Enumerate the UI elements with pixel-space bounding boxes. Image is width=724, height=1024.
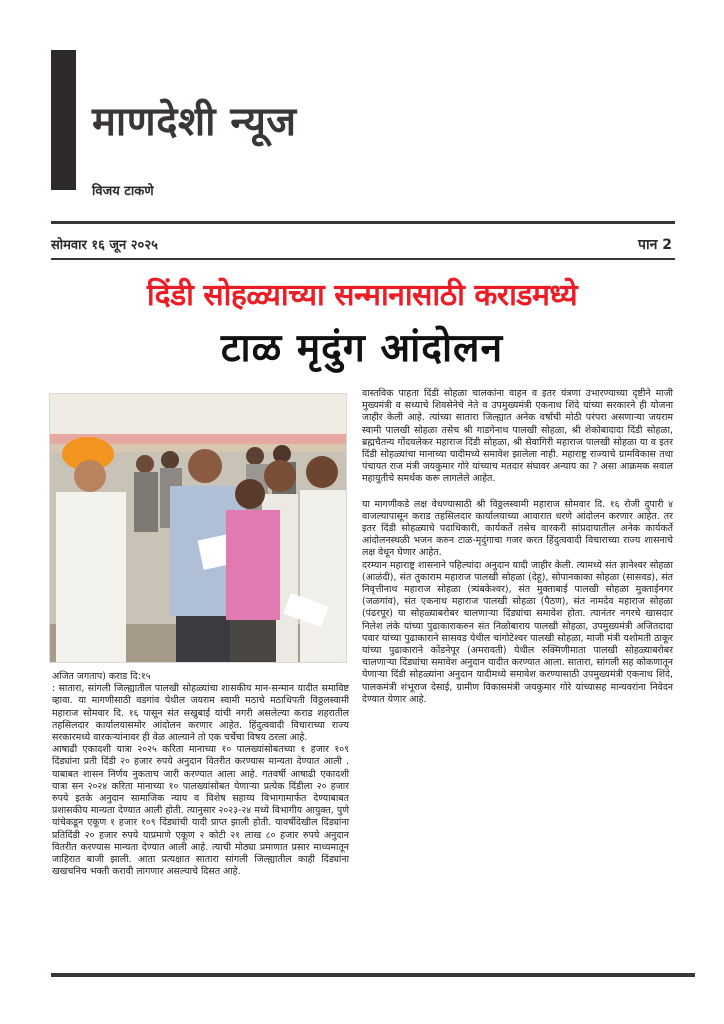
top-divider (51, 221, 675, 224)
article-paragraph: आषाढी एकादशी यात्रा २०२५ करिता मानाच्या १० पालख्यांसोबतच्या १ हजार १०९ दिंड्यांना प्रती दिंडी २० हजार रुपये अनुदान वितरीत करण्यास मान्यता देण्यात आली . याबाबत शासन निर्णय नुकताच जारी करण्यात आला आहे. गतवर्षी आषाढी एकादशी यात्रा सन २०२४ करिता मानाच्या १० पालख्यांसोबत येणाऱ्या प्रत्येक दिंडीला २० हजार रुपये इतके अनुदान सामाजिक न्याय व विशेष सहाय्य विभागामार्फत देण्याबाबत प्रशासकीय मान्यता देण्यात आली होती. त्यानुसार २०२३-२४ मध्ये विभागीय आयुक्त, पुणे यांचेकडून एकूण १ हजार १०९ दिंड्यांची यादी प्राप्त झाली होती. यावर्षीदेखील दिंड्यांना प्रतिदिंडी २० हजार रुपये याप्रमाणे एकूण २ कोटी २१ लाख ८० हजार रुपये अनुदान वितरीत करण्यास मान्यता देण्यात आली आहे. त्याची मोठ्या प्रमाणात प्रसार माध्यमातून जाहिरात बाजी झाली. आता प्रत्यक्षात सातारा सांगली जिल्ह्यातील काही दिंड्यांना खखचनिच भक्ती करावी लागणार असल्याचे दिसत आहे. (52, 744, 349, 878)
header-divider (51, 258, 675, 260)
paragraph-spacer (362, 486, 673, 499)
article-paragraph: या मागणीकडे लक्ष वेधण्यासाठी श्री विठ्ठलस्वामी महाराज सोमवार दि. १६ रोजी दुपारी ४ वाजल्यापासून कराड तहसिलदार कार्यालयाच्या आवारात धरणे आंदोलन करणार आहेत. तर इतर दिंडी सोहळ्याचे पदाधिकारी, कार्यकर्ते तसेच वारकरी सांप्रदायातील अनेक कार्यकर्ते आंदोलनस्थळी भजन करुन टाळ-मृदुंगाचा गजर करत हिंदुत्ववादी विचाराच्या राज्य शासनाचे लक्ष वेधून घेणार आहेत. (362, 498, 673, 559)
author-name: विजय टाकणे (92, 184, 154, 199)
masthead-title: माणदेशी न्यूज (92, 99, 297, 145)
headline-secondary: टाळ मृदुंग आंदोलन (220, 326, 504, 371)
article-paragraph: वास्तविक पाहता दिंडी सोहळा चालकांना वाहन व इतर यंत्रणा उभारण्याच्या दृष्टीने माजी मुख्यमंत्री व सध्याचे शिवसेनेचे नेते व उपमुख्यमंत्री एकनाथ शिंदे यांच्या सरकारने ही योजना जाहीर केली आहे. त्यांच्या सातारा जिल्ह्यात अनेक वर्षांची मोठी परंपरा असणाऱ्या जयराम स्वामी पालखी सोहळा तसेच श्री गाडगेनाथ पालखी सोहळा, श्री शेकोबादादा दिंडी सोहळा, ब्रह्मचैतन्य गोंदवलेकर महाराज दिंडी सोहळा, श्री सेवागिरी महाराज पालखी सोहळा या व इतर दिंडी सोहळ्यांचा मानाच्या यादीमध्ये समावेश झालेला नाही. महाराष्ट्र राज्याचे ग्रामविकास तथा पंचायत राज मंत्री जयकुमार गोरे यांच्याच मतदार संघावर अन्याय का ? असा आक्रमक सवाल महायुतीचे समर्थक करू लागलेले आहेत. (362, 388, 673, 485)
page-number: पान 2 (638, 237, 672, 253)
issue-date: सोमवार १६ जून २०२५ (51, 238, 158, 253)
news-photo-illustration (50, 394, 347, 663)
article-paragraph: दरम्यान महाराष्ट्र शासनाने पहिल्यांदा अनुदान यादी जाहीर केली. त्यामध्ये संत ज्ञानेश्वर सोहळा (आळंदी), संत तुकाराम महाराज पालखी सोहळा (देहू), सोपानकाका सोहळा (सासवड), संत निवृत्तीनाथ महाराज सोहळा (त्र्यंबकेश्वर), संत मुक्ताबाई पालखी सोहळा मुक्ताईनगर (जळगांव), संत एकनाथ महाराज पालखी सोहळा (पैठण), संत नामदेव महाराज सोहळा (पंढरपूर) या सोहळ्याबरोबर चालणाऱ्या दिंड्यांचा समावेश होता. त्यानंतर नगरचे खासदार निलेश लंके यांच्या पुढाकाराकरुन संत निळोबाराय पालखी सोहळा, उपमुख्यमंत्री अजितदादा पवार यांच्या पुढाकाराने सासवड येथील चांगोटेश्वर पालखी सोहळा, माजी मंत्री यशोमती ठाकूर यांच्या पुढाकाराने कोंडनेपूर (अमरावती) येथील रुक्मिणीमाता पालखी सोहळ्याबरोबर चालणाऱ्या दिंड्यांचा समावेश अनुदान यादीत करण्यात आला. सातारा, सांगली सह कोकणातून येणाऱ्या दिंडी सोहळ्यांना अनुदान यादीमध्ये समावेश करण्यासाठी उपमुख्यमंत्री एकनाथ शिंदे, पालकमंत्री शंभूराज देसाई, ग्रामीण विकासमंत्री जयकुमार गोरे यांच्यासह मान्यवरांना निवेदन देण्यात येणार आहे. (362, 559, 674, 705)
news-photo (49, 393, 347, 663)
article-column-right (362, 388, 673, 706)
article-byline: अजित जगताप) कराड दि:१५ (52, 671, 151, 682)
masthead-accent-bar (51, 50, 76, 190)
headline-primary: दिंडी सोहळ्याच्या सन्मानासाठी कराडमध्ये (146, 278, 578, 313)
article-column-left (52, 671, 349, 878)
footer-divider (51, 973, 695, 977)
article-paragraph: : सातारा, सांगली जिल्ह्यातील पालखी सोहळ्यांचा शासकीय मान-सन्मान यादीत समाविष्ट व्हावा. या मागणीसाठी वडगांव येथील जयराम स्वामी मठाचे मठाधिपती विठ्ठलस्वामी महाराज सोमवार दि. १६ पासून संत सखुबाई यांची नगरी असलेल्या कराड शहरातील तहसिलदार कार्यालयासमोर आंदोलन करणार आहेत. हिंदुत्ववादी विचाराच्या राज्य सरकारमध्ये वारकऱ्यांनावर ही वेळ आल्याने तो एक चर्चेचा विषय ठरला आहे. (52, 683, 349, 744)
